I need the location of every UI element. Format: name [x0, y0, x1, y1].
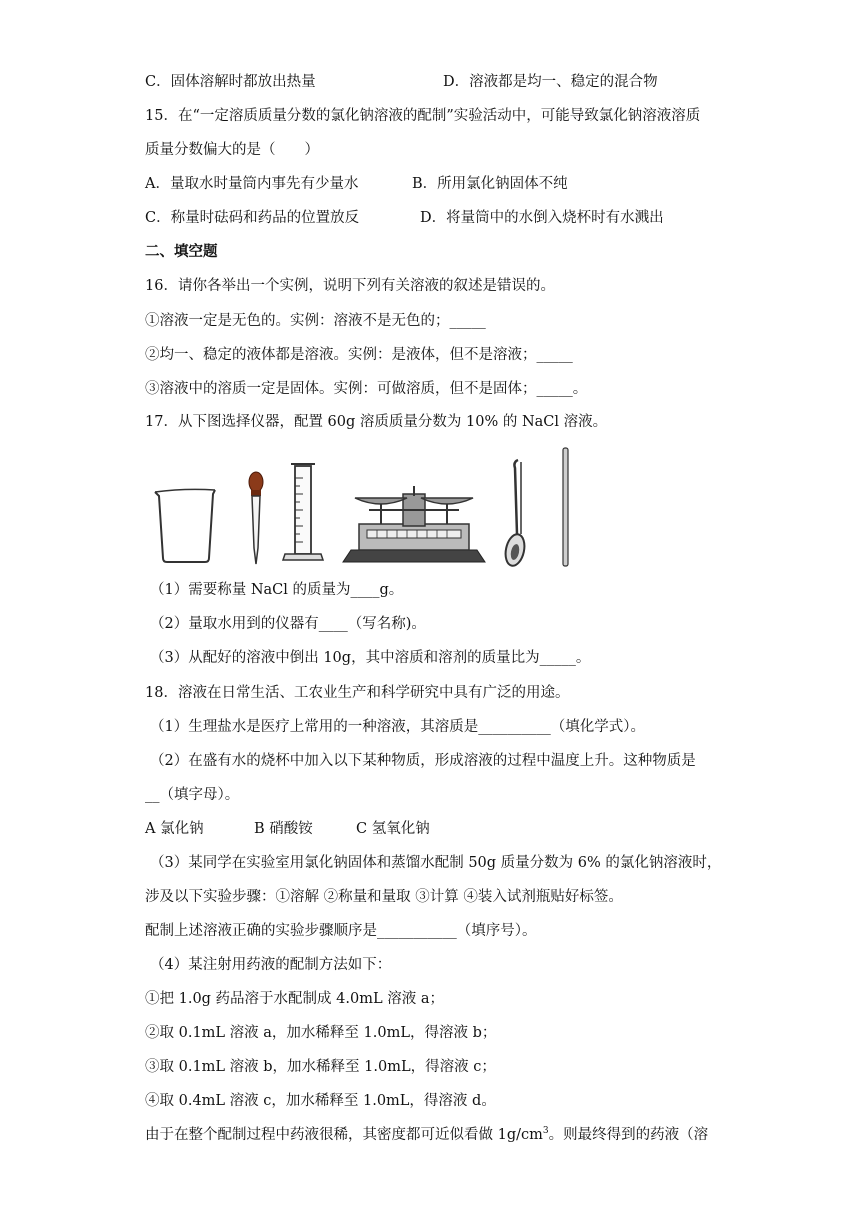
q16-item-3: ③溶液中的溶质一定是固体。实例：可做溶质，但不是固体；_____。 — [145, 381, 588, 397]
q18-final-superscript: 3 — [542, 1126, 549, 1137]
q16-item-1: ①溶液一定是无色的。实例：溶液不是无色的；_____ — [145, 313, 486, 329]
apparatus-figure — [145, 440, 705, 570]
q18-step-2: ②取 0.1mL 溶液 a，加水稀释至 1.0mL，得溶液 b； — [145, 1025, 497, 1041]
q18-step-4: ④取 0.4mL 溶液 c，加水稀释至 1.0mL，得溶液 d。 — [145, 1093, 496, 1109]
q17-sub-3: （3）从配好的溶液中倒出 10g，其中溶质和溶剂的质量比为_____。 — [150, 650, 591, 666]
q15-option-c: C．称量时砝码和药品的位置放反 — [145, 210, 360, 226]
balance-icon — [343, 486, 485, 562]
q18-final-text-post: 。则最终得到的药液（溶 — [548, 1127, 709, 1143]
q17-stem: 17．从下图选择仪器，配置 60g 溶质质量分数为 10% 的 NaCl 溶液。 — [145, 414, 608, 430]
q14-option-c: C．固体溶解时都放出热量 — [145, 74, 316, 90]
q18-sub-3-line2: 涉及以下实验步骤：①溶解 ②称量和量取 ③计算 ④装入试剂瓶贴好标签。 — [145, 889, 623, 905]
q18-final-text-pre: 由于在整个配制过程中药液很稀，其密度都可近似看做 1g/cm — [145, 1127, 543, 1143]
q18-sub-2-line2: __（填字母）。 — [145, 787, 240, 803]
q18-choice-b: B 硝酸铵 — [254, 821, 313, 837]
q15-option-a: A．量取水时量筒内事先有少量水 — [145, 176, 359, 192]
q18-sub-4: （4）某注射用药液的配制方法如下： — [150, 957, 392, 973]
glass-rod-icon — [563, 448, 568, 566]
beaker-icon — [155, 489, 215, 562]
q18-step-3: ③取 0.1mL 溶液 b，加水稀释至 1.0mL，得溶液 c； — [145, 1059, 496, 1075]
spoon-icon — [503, 460, 527, 568]
q18-choice-a: A 氯化钠 — [145, 821, 204, 837]
q16-item-2: ②均一、稳定的液体都是溶液。实例：是液体，但不是溶液；_____ — [145, 347, 573, 363]
q18-final-line — [145, 1125, 708, 1145]
q16-stem: 16．请你各举出一个实例，说明下列有关溶液的叙述是错误的。 — [145, 278, 555, 294]
q14-option-d: D．溶液都是均一、稳定的混合物 — [443, 74, 658, 90]
q17-sub-2: （2）量取水用到的仪器有____（写名称)。 — [150, 616, 426, 632]
q18-sub-3-line1: （3）某同学在实验室用氯化钠固体和蒸馏水配制 50g 质量分数为 6% 的氯化钠溶液时， — [150, 855, 722, 871]
q15-stem-line1: 15．在“一定溶质质量分数的氯化钠溶液的配制”实验活动中，可能导致氯化钠溶液溶质 — [145, 108, 701, 124]
q15-option-b: B．所用氯化钠固体不纯 — [412, 176, 568, 192]
graduated-cylinder-icon — [283, 464, 323, 560]
q15-stem-line2: 质量分数偏大的是（ ） — [145, 142, 319, 158]
q18-choice-c: C 氢氧化钠 — [356, 821, 430, 837]
q18-sub-3-line3: 配制上述溶液正确的实验步骤顺序是___________（填序号）。 — [145, 923, 537, 939]
q15-option-d: D．将量筒中的水倒入烧杯时有水溅出 — [420, 210, 664, 226]
q18-step-1: ①把 1.0g 药品溶于水配制成 4.0mL 溶液 a； — [145, 991, 444, 1007]
q18-sub-1: （1）生理盐水是医疗上常用的一种溶液，其溶质是__________（填化学式）。 — [150, 719, 645, 735]
q18-sub-2-line1: （2）在盛有水的烧杯中加入以下某种物质，形成溶液的过程中温度上升。这种物质是 — [150, 753, 696, 769]
dropper-icon — [249, 472, 263, 564]
q18-stem: 18．溶液在日常生活、工农业生产和科学研究中具有广泛的用途。 — [145, 685, 570, 701]
section-heading: 二、填空题 — [145, 243, 218, 260]
q17-sub-1: （1）需要称量 NaCl 的质量为____g。 — [150, 582, 404, 598]
apparatus-svg — [145, 440, 705, 570]
